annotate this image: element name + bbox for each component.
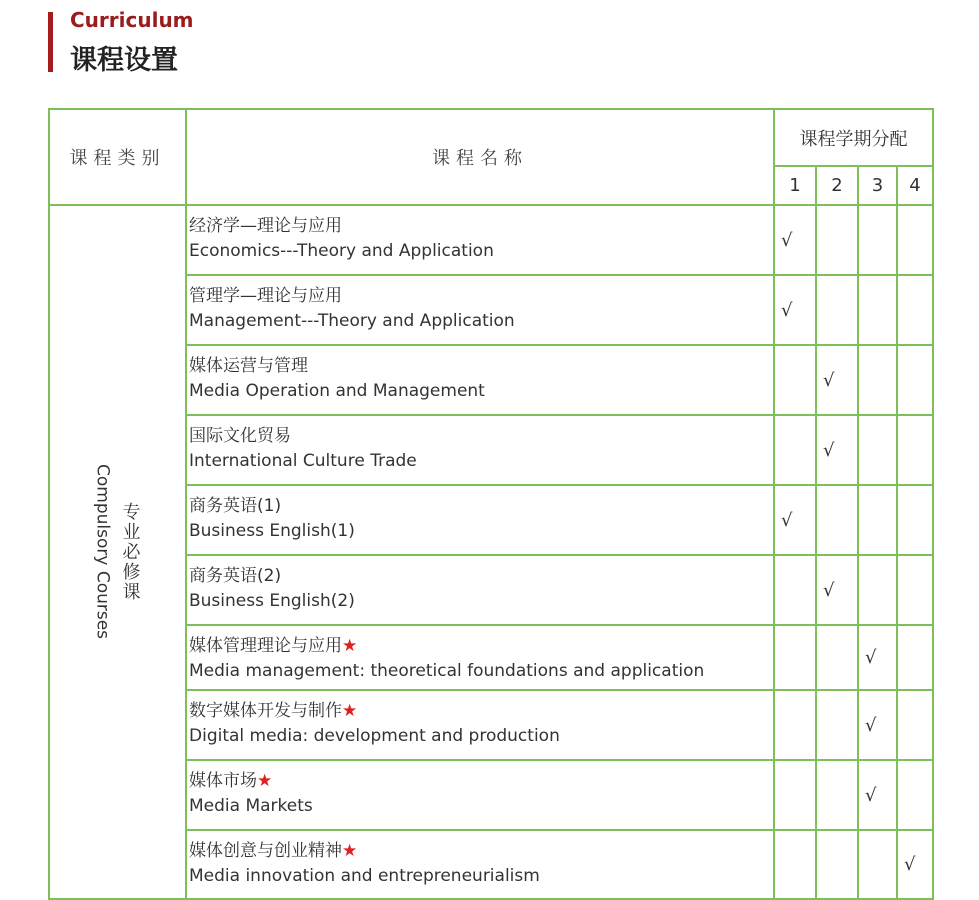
course-name-cell	[186, 555, 774, 625]
semester-empty-cell	[774, 830, 816, 899]
semester-empty-cell	[858, 275, 897, 345]
semester-check-cell	[774, 275, 816, 345]
star-icon: ★	[342, 701, 358, 721]
course-name-en: Media management: theoretical foundations and application	[189, 661, 705, 681]
course-row	[49, 205, 933, 275]
category-cell	[49, 205, 186, 899]
course-name-cn: 媒体创意与创业精神	[189, 841, 342, 861]
semester-empty-cell	[816, 485, 858, 555]
semester-empty-cell	[897, 275, 933, 345]
course-name-cn: 经济学—理论与应用	[189, 216, 342, 236]
semester-empty-cell	[774, 690, 816, 760]
star-icon: ★	[342, 841, 358, 861]
semester-empty-cell	[858, 555, 897, 625]
semester-empty-cell	[897, 345, 933, 415]
course-name-en: Management---Theory and Application	[189, 311, 515, 331]
star-icon: ★	[342, 636, 358, 656]
semester-empty-cell	[816, 275, 858, 345]
course-name-cell	[186, 345, 774, 415]
course-name-cn: 媒体市场	[189, 771, 257, 791]
course-name-en: Business English(2)	[189, 591, 355, 611]
semester-4: 4	[897, 166, 933, 205]
course-name-cell	[186, 625, 774, 690]
header-semester: 课程学期分配	[774, 109, 933, 166]
semester-check-cell	[858, 760, 897, 830]
course-name-en: Media Markets	[189, 796, 313, 816]
semester-check-cell	[858, 690, 897, 760]
semester-check-cell	[774, 205, 816, 275]
check-icon: √	[823, 579, 835, 601]
course-name-cn: 管理学—理论与应用	[189, 286, 342, 306]
semester-empty-cell	[897, 690, 933, 760]
course-name-cn: 商务英语(1)	[189, 496, 282, 516]
semester-empty-cell	[816, 690, 858, 760]
semester-empty-cell	[897, 205, 933, 275]
check-icon: √	[781, 229, 793, 251]
semester-empty-cell	[774, 555, 816, 625]
section-title-en: Curriculum	[70, 8, 194, 32]
semester-empty-cell	[858, 415, 897, 485]
semester-empty-cell	[858, 830, 897, 899]
course-name-en: Business English(1)	[189, 521, 355, 541]
course-name-en: Digital media: development and production	[189, 726, 560, 746]
course-name-cell	[186, 830, 774, 899]
course-name-cell	[186, 415, 774, 485]
course-name-en: Media Operation and Management	[189, 381, 485, 401]
semester-2: 2	[816, 166, 858, 205]
course-name-cn: 媒体管理理论与应用	[189, 636, 342, 656]
check-icon: √	[904, 854, 916, 875]
semester-check-cell	[774, 485, 816, 555]
section-title-cn: 课程设置	[70, 45, 178, 76]
semester-empty-cell	[816, 830, 858, 899]
course-name-en: Media innovation and entrepreneurialism	[189, 866, 540, 886]
category-cn: 专业必修课	[119, 501, 141, 602]
semester-1: 1	[774, 166, 816, 205]
course-name-cell	[186, 690, 774, 760]
semester-check-cell	[858, 625, 897, 690]
semester-empty-cell	[897, 555, 933, 625]
course-name-cell	[186, 205, 774, 275]
semester-empty-cell	[816, 760, 858, 830]
course-name-en: International Culture Trade	[189, 451, 417, 471]
course-name-cn: 商务英语(2)	[189, 566, 282, 586]
title-accent-bar	[48, 12, 53, 72]
check-icon: √	[823, 369, 835, 391]
semester-empty-cell	[897, 415, 933, 485]
semester-empty-cell	[858, 345, 897, 415]
star-icon: ★	[257, 771, 273, 791]
course-name-en: Economics---Theory and Application	[189, 241, 494, 261]
course-name-cell	[186, 760, 774, 830]
semester-empty-cell	[897, 760, 933, 830]
semester-empty-cell	[816, 625, 858, 690]
check-icon: √	[865, 714, 877, 736]
semester-empty-cell	[774, 760, 816, 830]
semester-empty-cell	[774, 415, 816, 485]
semester-check-cell	[816, 345, 858, 415]
header-category: 课程类别	[49, 109, 186, 205]
course-name-cell	[186, 485, 774, 555]
semester-check-cell	[816, 415, 858, 485]
semester-check-cell	[897, 830, 933, 899]
semester-3: 3	[858, 166, 897, 205]
curriculum-table	[48, 108, 934, 900]
semester-empty-cell	[858, 485, 897, 555]
semester-empty-cell	[858, 205, 897, 275]
course-name-cn: 国际文化贸易	[189, 426, 291, 446]
semester-empty-cell	[897, 485, 933, 555]
check-icon: √	[865, 784, 877, 806]
semester-empty-cell	[816, 205, 858, 275]
course-name-cn: 媒体运营与管理	[189, 356, 308, 376]
check-icon: √	[781, 509, 793, 531]
category-en: Compulsory Courses	[92, 464, 113, 640]
check-icon: √	[823, 439, 835, 461]
course-name-cell	[186, 275, 774, 345]
check-icon: √	[865, 647, 877, 668]
check-icon: √	[781, 299, 793, 321]
course-name-cn: 数字媒体开发与制作	[189, 701, 342, 721]
semester-check-cell	[816, 555, 858, 625]
header-course-name: 课程名称	[186, 109, 774, 205]
semester-empty-cell	[774, 345, 816, 415]
semester-empty-cell	[897, 625, 933, 690]
semester-empty-cell	[774, 625, 816, 690]
